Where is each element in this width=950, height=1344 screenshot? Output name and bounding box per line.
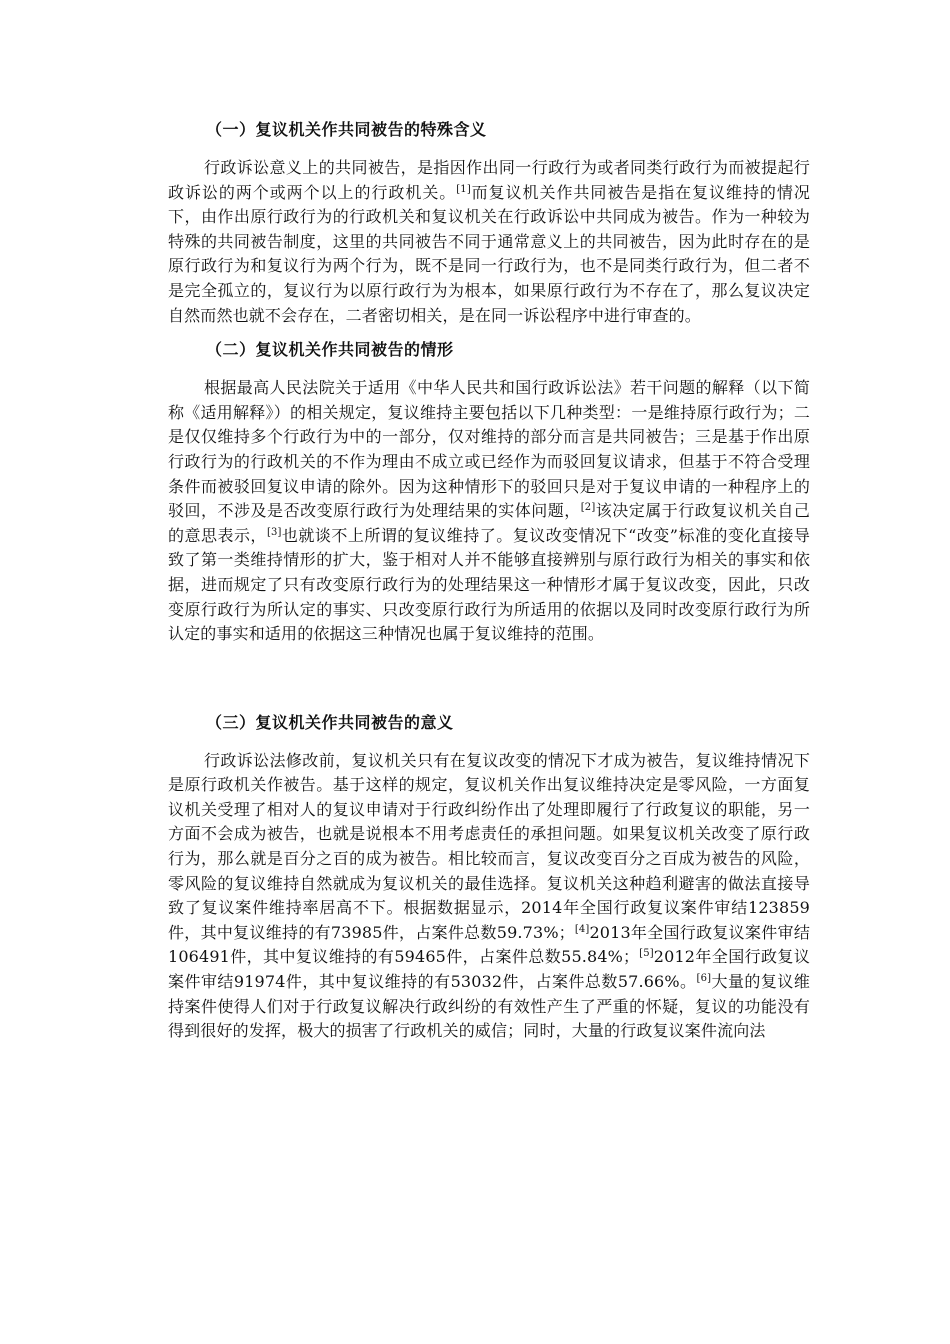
section-heading-3: （三）复议机关作共同被告的意义 xyxy=(206,712,454,732)
spacer xyxy=(168,647,810,711)
spacer xyxy=(168,328,810,338)
paragraph-text: 也就谈不上所谓的复议维持了。复议改变情况下“改变”标准的变化直接导致了第一类维持情形的扩大，鉴于相对人并不能够直接辨别与原行政行为相关的事实和依据，进而规定了只有改变原行政行为的处理结果这一种情形才属于复议改变，因此，只改变原行政行为所认定的事实、只改变原行政行为所适用的依据以及同时改变原行政行为所认定的事实和适用的依据这三种情况也属于复议维持的范围。 xyxy=(168,525,811,644)
section-paragraph-3 xyxy=(168,749,810,1044)
paragraph-text: 而复议机关作共同被告是指在复议维持的情况下，由作出原行政行为的行政机关和复议机关在行政诉讼中共同成为被告。作为一种较为特殊的共同被告制度，这里的共同被告不同于通常意义上的共同被告，因为此时存在的是原行政行为和复议行为两个行为，既不是同一行政行为，也不是同类行政行为，但二者不是完全孤立的，复议行为以原行政行为为根本，如果原行政行为不存在了，那么复议决定自然而然也就不会存在，二者密切相关，是在同一诉讼程序中进行审查的。 xyxy=(168,182,810,325)
footnote-ref-4[interactable]: [4] xyxy=(574,923,590,935)
footnote-ref-5[interactable]: [5] xyxy=(639,948,654,960)
section-paragraph-1 xyxy=(168,156,810,328)
section-heading-1: （一）复议机关作共同被告的特殊含义 xyxy=(206,120,487,139)
paragraph-text: 行政诉讼意义上的共同被告，是指因作出同一行政行为或者同类行政行为而被提起行政诉讼的两个或两个以上的行政机关。 xyxy=(168,158,810,202)
footnote-ref-1[interactable]: [1] xyxy=(456,183,471,195)
paragraph-text: 根据最高人民法院关于适用《中华人民共和国行政诉讼法》若干问题的解释（以下简称《适用解释》）的相关规定，复议维持主要包括以下几种类型：一是维持原行政行为；二是仅仅维持多个行政行为中的一部分，仅对维持的部分而言是共同被告；三是基于作出原行政行为的行政机关的不作为理由不成立或已经作为而驳回复议请求，但基于不符合受理条件而被驳回复议申请的除外。因为这种情形下的驳回只是对于复议申请的一种程序上的驳回，不涉及是否改变原行政行为处理结果的实体问题， xyxy=(168,378,810,521)
footnote-ref-3[interactable]: [3] xyxy=(266,526,282,538)
footnote-ref-6[interactable]: [6] xyxy=(696,973,712,985)
paragraph-text: 2013年全国行政复议案件审结106491件，其中复议维持的有59465件，占案件总数55.84%； xyxy=(168,922,810,967)
section-paragraph-2 xyxy=(168,376,810,647)
paragraph-text: 该决定属于行政复议机关自己的意思表示， xyxy=(168,501,810,545)
footnote-ref-2[interactable]: [2] xyxy=(580,502,596,514)
section-heading-2: （二）复议机关作共同被告的情形 xyxy=(206,340,454,360)
paragraph-text: 大量的复议维持案件使得人们对于行政复议解决行政纠纷的有效性产生了严重的怀疑，复议的功能没有得到很好的发挥，极大的损害了行政机关的威信；同时，大量的行政复议案件流向法 xyxy=(168,972,810,1041)
paragraph-text: 2012年全国行政复议案件审结91974件，其中复议维持的有53032件，占案件总数57.66%。 xyxy=(168,947,810,992)
paragraph-text: 行政诉讼法修改前，复议机关只有在复议改变的情况下才成为被告，复议维持情况下是原行政机关作被告。基于这样的规定，复议机关作出复议维持决定是零风险，一方面复议机关受理了相对人的复议申请对于行政纠纷作出了处理即履行了行政复议的职能，另一方面不会成为被告，也就是说根本不用考虑责任的承担问题。如果复议机关改变了原行政行为，那么就是百分之百的成为被告。相比较而言，复议改变百分之百成为被告的风险，零风险的复议维持自然就成为复议机关的最佳选择。复议机关这种趋利避害的做法直接导致了复议案件维持率居高不下。根据数据显示，2014年全国行政复议案件审结123859件，其中复议维持的有73985件，占案件总数59.73%； xyxy=(168,750,810,942)
document-page xyxy=(168,118,810,1044)
